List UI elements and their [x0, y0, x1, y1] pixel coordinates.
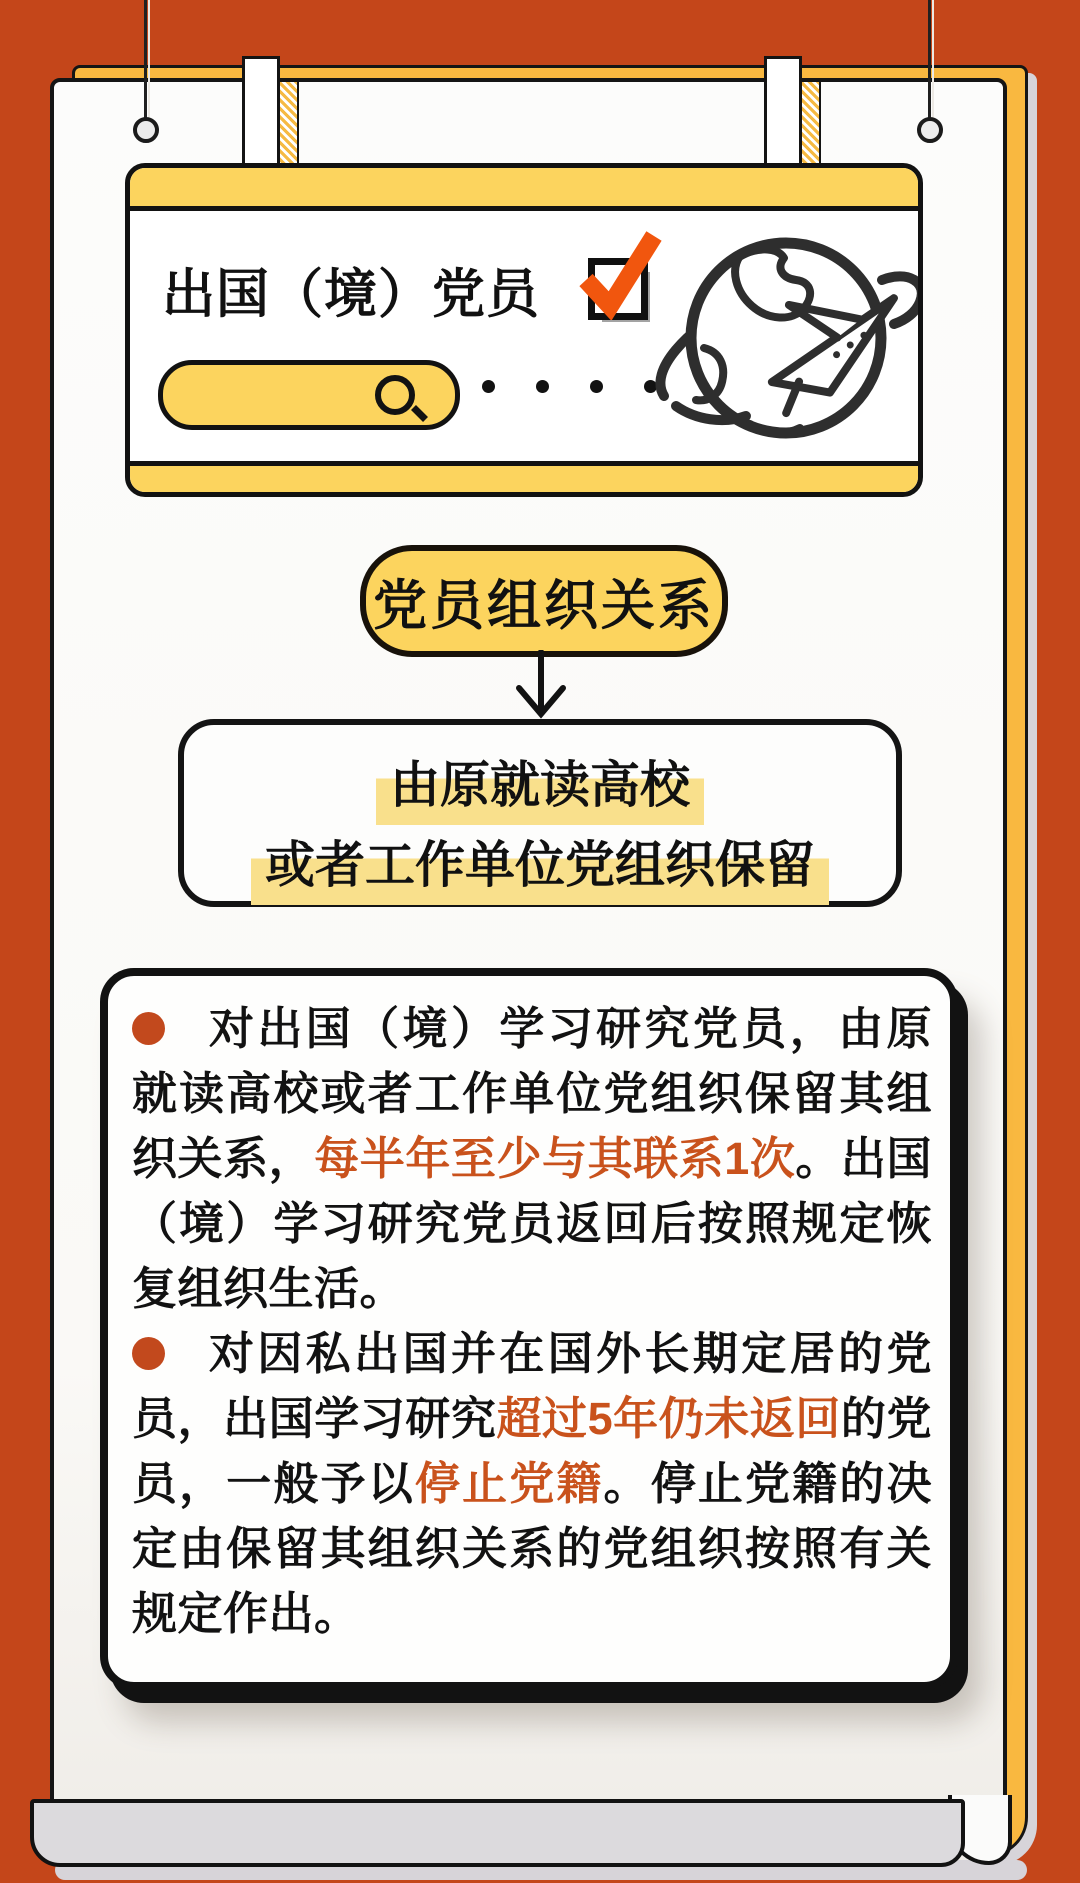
dots-row	[482, 380, 657, 393]
dot	[590, 380, 603, 393]
bullet-icon	[132, 1012, 165, 1045]
browser-window	[125, 163, 923, 497]
note-line: 就读高校或者工作单位党组织保留其组	[132, 1068, 932, 1119]
result-box	[178, 719, 902, 907]
checkmark-icon	[570, 224, 666, 320]
search-icon	[375, 375, 415, 415]
bullet-icon	[132, 1337, 165, 1370]
strap-left	[242, 56, 280, 174]
notes-box	[100, 968, 958, 1690]
hanging-string-left	[144, 0, 147, 126]
result-line-1	[184, 745, 896, 825]
highlighted-text: 或者工作单位党组织保留	[251, 825, 829, 905]
page-title: 出国（境）党员	[162, 265, 540, 324]
highlighted-text: 由原就读高校	[376, 745, 704, 825]
page-curl-band	[30, 1799, 965, 1867]
pill-party-organization-relation[interactable]	[360, 545, 728, 657]
note-line: 定由保留其组织关系的党组织按照有关	[132, 1523, 932, 1574]
arrow-down-icon	[508, 650, 574, 722]
hanging-string-right	[928, 0, 931, 126]
pill-label: 党员组织关系	[373, 575, 715, 636]
note-line: 员，出国学习研究超过5年仍未返回的党	[132, 1393, 932, 1444]
search-icon-handle	[411, 405, 428, 422]
note-line: 对出国（境）学习研究党员，由原	[132, 996, 932, 1061]
note-line: 规定作出。	[132, 1588, 360, 1639]
result-line-2	[184, 825, 896, 905]
hang-ring-icon	[917, 117, 943, 143]
note-line: （境）学习研究党员返回后按照规定恢	[132, 1198, 932, 1249]
browser-footer-bar	[130, 461, 918, 492]
dot	[482, 380, 495, 393]
dot	[536, 380, 549, 393]
note-line: 织关系，每半年至少与其联系1次。出国	[132, 1133, 932, 1184]
strap-right	[764, 56, 802, 174]
globe-airplane-icon	[646, 220, 923, 472]
hanging-string-right-highlight	[932, 0, 934, 126]
search-input[interactable]	[158, 360, 460, 430]
notes-text	[132, 996, 932, 1646]
note-line: 员，一般予以停止党籍。停止党籍的决	[132, 1458, 932, 1509]
hanging-string-left-highlight	[148, 0, 150, 126]
note-line: 对因私出国并在国外长期定居的党	[132, 1321, 932, 1386]
hang-ring-icon	[133, 117, 159, 143]
browser-header-bar	[130, 168, 918, 211]
note-line: 复组织生活。	[132, 1263, 406, 1314]
strap-right-checkered	[800, 80, 821, 172]
strap-left-checkered	[278, 80, 299, 172]
